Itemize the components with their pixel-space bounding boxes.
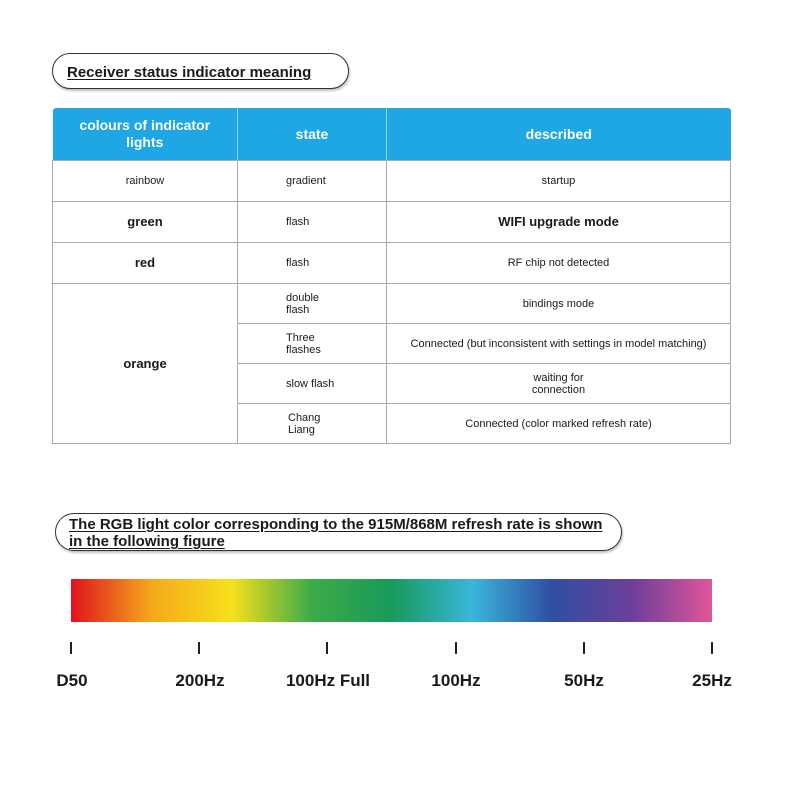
- cell-state: flash: [238, 243, 387, 284]
- cell-colour: orange: [53, 284, 238, 444]
- scale-label: D50: [56, 671, 88, 690]
- cell-state: [238, 284, 387, 324]
- section-title-pill: [52, 53, 349, 89]
- cell-state: gradient: [238, 161, 387, 202]
- section-title-pill-rgb: [55, 513, 622, 551]
- section-title: Receiver status indicator meaning: [67, 64, 312, 81]
- table-row: [53, 243, 731, 284]
- cell-colour: rainbow: [53, 161, 238, 202]
- cell-state: [238, 404, 387, 444]
- cell-described: Connected (color marked refresh rate): [387, 404, 731, 444]
- scale-label: 100Hz: [431, 671, 481, 690]
- cell-described: [387, 364, 731, 404]
- cell-colour: green: [53, 202, 238, 243]
- cell-described: startup: [387, 161, 731, 202]
- cell-colour: red: [53, 243, 238, 284]
- scale-label: 200Hz: [175, 671, 225, 690]
- header-colour: colours of indicator lights: [53, 108, 238, 161]
- status-table: [52, 108, 731, 444]
- cell-described: WIFI upgrade mode: [387, 202, 731, 243]
- rgb-spectrum-bar: [71, 579, 712, 622]
- cell-described-text: waiting for connection: [531, 371, 586, 396]
- cell-state: [238, 324, 387, 364]
- scale-tick: [70, 642, 72, 654]
- cell-state-text: double flash: [286, 291, 320, 316]
- cell-described: bindings mode: [387, 284, 731, 324]
- table-header-row: [53, 108, 731, 161]
- header-described: described: [387, 108, 731, 161]
- scale-label: 25Hz: [692, 671, 732, 690]
- cell-state: slow flash: [238, 364, 387, 404]
- header-state: state: [238, 108, 387, 161]
- cell-described: RF chip not detected: [387, 243, 731, 284]
- table-row: [53, 284, 731, 324]
- cell-state: flash: [238, 202, 387, 243]
- table-row: [53, 202, 731, 243]
- scale-tick: [711, 642, 713, 654]
- cell-state-text: Chang Liang: [288, 411, 321, 436]
- scale-tick: [326, 642, 328, 654]
- scale-tick: [198, 642, 200, 654]
- scale-label: 100Hz Full: [285, 671, 371, 690]
- cell-described: Connected (but inconsistent with settings in model matching): [387, 324, 731, 364]
- table-row: [53, 161, 731, 202]
- scale-tick: [583, 642, 585, 654]
- scale-label: 50Hz: [564, 671, 604, 690]
- scale-tick: [455, 642, 457, 654]
- section-title-rgb: The RGB light color corresponding to the 915M/868M refresh rate is shown in the following figure: [69, 516, 603, 550]
- cell-state-text: Three flashes: [286, 331, 321, 356]
